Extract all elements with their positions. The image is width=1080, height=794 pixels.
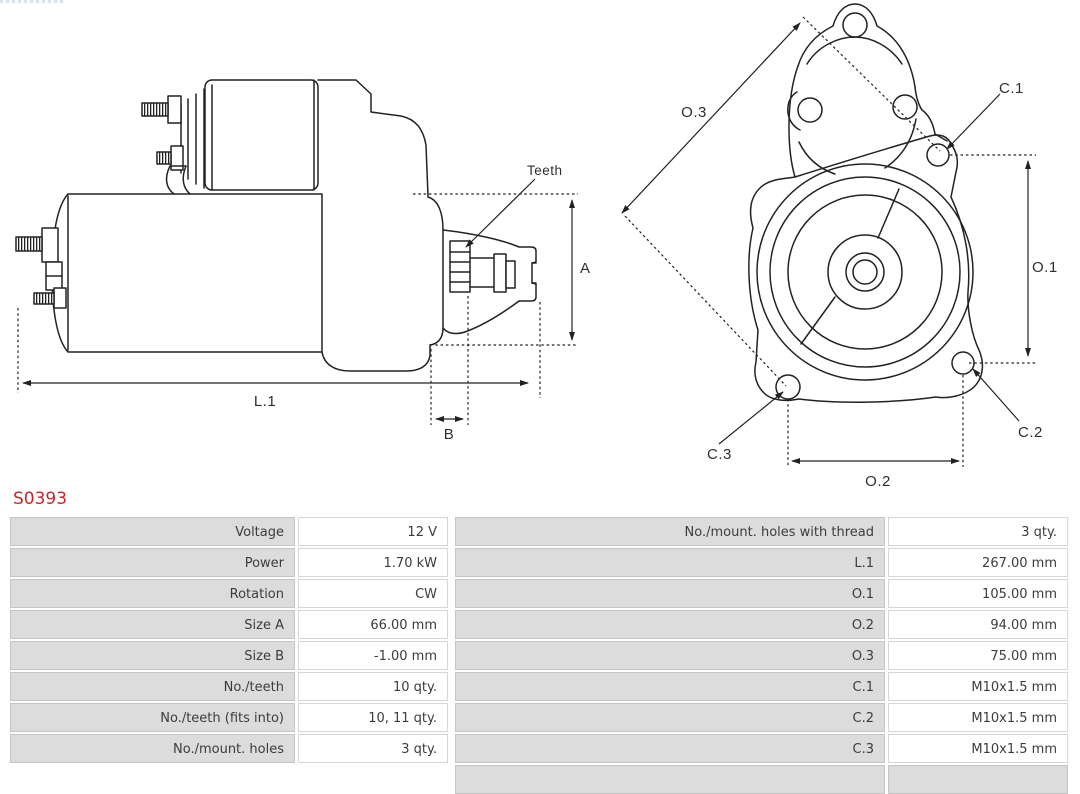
spec-value: 75.00 mm [888, 641, 1068, 670]
table-row [455, 641, 1068, 670]
table-row [10, 579, 448, 608]
table-row [455, 734, 1068, 763]
table-row [10, 610, 448, 639]
spec-value: 3 qty. [888, 517, 1068, 546]
spec-value: M10x1.5 mm [888, 734, 1068, 763]
table-row [10, 517, 448, 546]
spec-table-right [455, 517, 1068, 794]
dim-label-o1: O.1 [1032, 259, 1058, 276]
spec-label: Size A [10, 610, 295, 639]
spec-label: L.1 [455, 548, 885, 577]
spec-label: No./mount. holes with thread [455, 517, 885, 546]
spec-label: O.2 [455, 610, 885, 639]
spec-label: No./teeth (fits into) [10, 703, 295, 732]
table-row [10, 548, 448, 577]
spec-label: O.1 [455, 579, 885, 608]
table-row [455, 548, 1068, 577]
spec-tables [10, 517, 1068, 794]
dim-label-teeth: Teeth [527, 163, 563, 178]
spec-label: No./teeth [10, 672, 295, 701]
spec-label: C.3 [455, 734, 885, 763]
dim-label-o3: O.3 [681, 104, 707, 121]
spec-value: 267.00 mm [888, 548, 1068, 577]
table-row [455, 517, 1068, 546]
spec-label: Power [10, 548, 295, 577]
spec-value: 66.00 mm [298, 610, 448, 639]
spec-table-left [10, 517, 448, 794]
spec-value: 3 qty. [298, 734, 448, 763]
spec-label: No./mount. holes [10, 734, 295, 763]
table-row [455, 610, 1068, 639]
spec-value: M10x1.5 mm [888, 672, 1068, 701]
dim-label-c1: C.1 [999, 80, 1024, 97]
spec-value: -1.00 mm [298, 641, 448, 670]
spec-value: 105.00 mm [888, 579, 1068, 608]
spec-value: M10x1.5 mm [888, 703, 1068, 732]
part-number: S0393 [13, 489, 68, 509]
spec-value: CW [298, 579, 448, 608]
spec-label: C.2 [455, 703, 885, 732]
spec-value: 1.70 kW [298, 548, 448, 577]
table-row [10, 641, 448, 670]
dim-label-o2: O.2 [865, 473, 891, 490]
spec-value: 94.00 mm [888, 610, 1068, 639]
spec-label [455, 765, 885, 794]
table-row [10, 734, 448, 763]
spec-value: 10 qty. [298, 672, 448, 701]
spec-label: Size B [10, 641, 295, 670]
spec-label: Voltage [10, 517, 295, 546]
table-row [10, 672, 448, 701]
spec-label: Rotation [10, 579, 295, 608]
table-row [455, 672, 1068, 701]
spec-label: C.1 [455, 672, 885, 701]
front-view-drawing [600, 0, 1080, 500]
spec-value: 12 V [298, 517, 448, 546]
dim-label-c2: C.2 [1018, 424, 1043, 441]
table-row [455, 703, 1068, 732]
spec-value: 10, 11 qty. [298, 703, 448, 732]
dim-label-a: A [580, 260, 591, 277]
side-view-drawing [0, 0, 610, 450]
dim-label-b: B [443, 426, 455, 443]
dim-label-c3: C.3 [707, 446, 732, 463]
spec-label: O.3 [455, 641, 885, 670]
table-row [10, 703, 448, 732]
spec-value [888, 765, 1068, 794]
table-row-partial [455, 765, 1068, 794]
table-row [455, 579, 1068, 608]
dim-label-l1: L.1 [253, 393, 277, 410]
